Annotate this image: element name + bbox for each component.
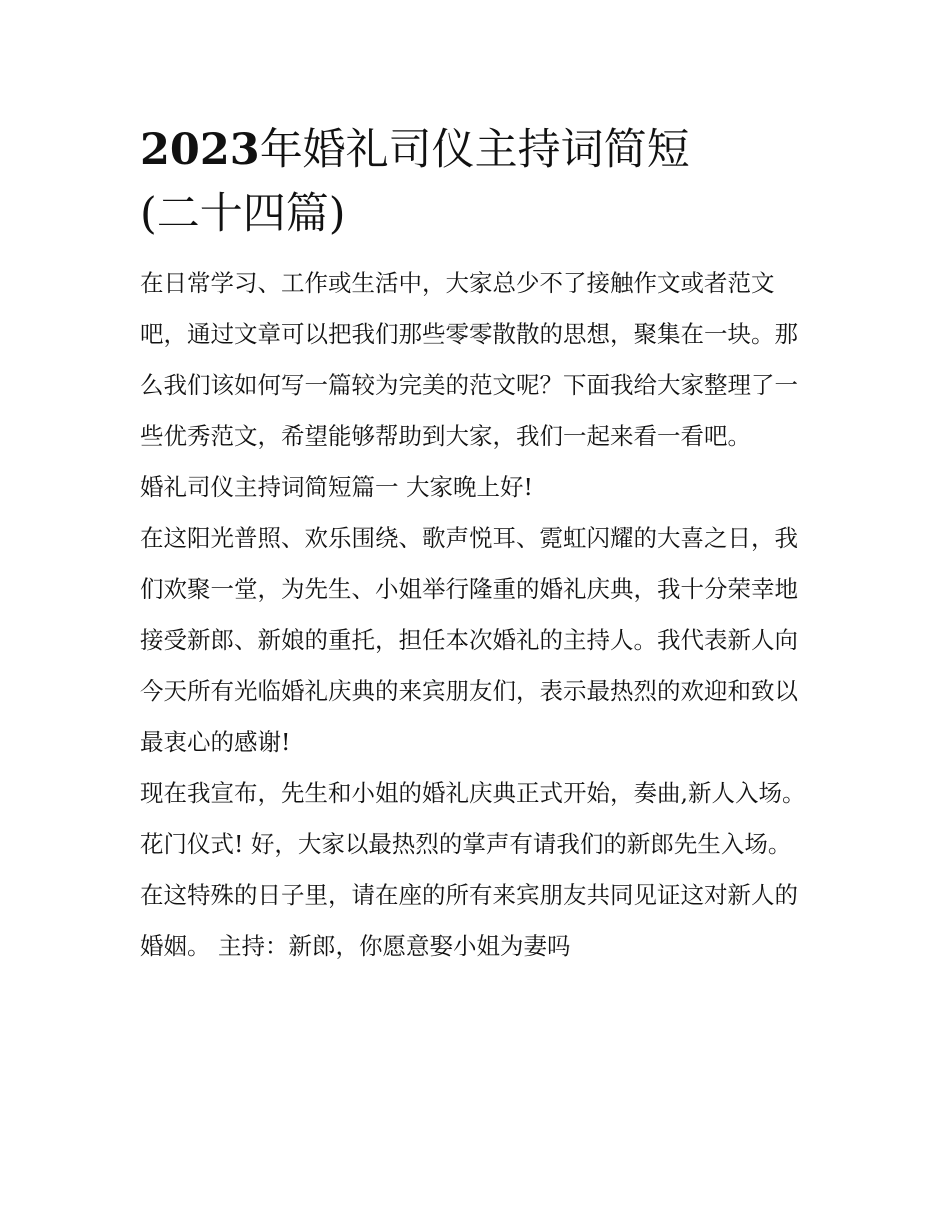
paragraph-section-heading: 婚礼司仪主持词简短篇一 大家晚上好! bbox=[140, 473, 533, 501]
paragraph-vows: 在这特殊的日子里，请在座的所有来宾朋友共同见证这对新人的婚姻。 主持：新郎，你愿意娶小姐为妻吗 bbox=[140, 881, 798, 960]
title-subtitle: (二十四篇) bbox=[140, 189, 346, 239]
paragraph-welcome: 在这阳光普照、欢乐围绕、歌声悦耳、霓虹闪耀的大喜之日，我们欢聚一堂，为先生、小姐举行隆重的婚礼庆典，我十分荣幸地接受新郎、新娘的重托，担任本次婚礼的主持人。我代表新人向今天所有光临婚礼庆典的来宾朋友们，表示最热烈的欢迎和致以最衷心的感谢! bbox=[140, 524, 798, 756]
document-title bbox=[140, 118, 820, 246]
paragraph-intro: 在日常学习、工作或生活中，大家总少不了接触作文或者范文吧，通过文章可以把我们那些零零散散的思想，聚集在一块。那么我们该如何写一篇较为完美的范文呢？下面我给大家整理了一些优秀范文，希望能够帮助到大家，我们一起来看一看吧。 bbox=[140, 269, 798, 450]
paragraph-announcement: 现在我宣布，先生和小姐的婚礼庆典正式开始，奏曲,新人入场。 花门仪式! 好，大家以最热烈的掌声有请我们的新郎先生入场。 bbox=[140, 779, 806, 858]
title-text: 年婚礼司仪主持词简短 bbox=[259, 125, 690, 175]
document-body bbox=[140, 258, 820, 972]
title-year: 2023 bbox=[140, 125, 260, 175]
document-page bbox=[140, 118, 820, 972]
